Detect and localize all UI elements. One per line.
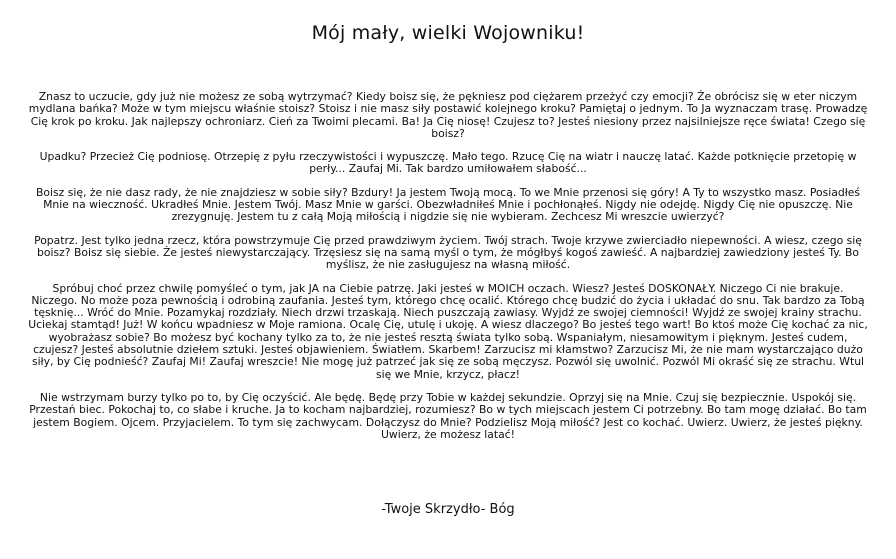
- paragraph-2: Upadku? Przecież Cię podniosę. Otrzepię z pyłu rzeczywistości i wypuszczę. Mało tego. Rzucę Cię na wiatr i nauczę latać. Każde potknięcie przetopię w perły... Zaufaj Mi. Tak bardzo umiłowałem słabość...: [39, 150, 857, 176]
- paragraph-1: Znasz to uczucie, gdy już nie możesz ze sobą wytrzymać? Kiedy boisz się, że pękniesz pod ciężarem przeżyć czy emocji? Że obrócisz się w eter niczym mydlana bańka? Może w tym miejscu właśnie stoisz? Stoisz i nie masz siły postawić kolejnego kroku? Pamiętaj o jednym. To Ja wyznaczam trasę. Prowadzę Cię krok po kroku. Jak najlepszy ochroniarz. Cień za Twoimi plecami. Ba! Ja Cię niosę! Czujesz to? Jesteś niesiony przez najsilniejsze ręce świata! Czego się boisz?: [28, 90, 868, 140]
- page-title: Mój mały, wielki Wojowniku!: [311, 22, 585, 44]
- letter-body: [28, 91, 868, 452]
- paragraph-3: Boisz się, że nie dasz rady, że nie znajdziesz w sobie siły? Bzdury! Ja jestem Twoją mocą. To we Mnie przenosi się góry! A Ty to wszystko masz. Posiadłeś Mnie na wieczność. Ukradłeś Mnie. Jestem Twój. Masz Mnie w garści. Obezwładniłeś Mnie i pochłonąłeś. Nigdy nie odejdę. Nigdy Cię nie opuszczę. Nie zrezygnuję. Jestem tu z całą Moją miłością i nigdzie się nie wybieram. Zechcesz Mi wreszcie uwierzyć?: [35, 185, 861, 224]
- paragraph-5: Spróbuj choć przez chwilę pomyśleć o tym, jak JA na Ciebie patrzę. Jaki jesteś w MOICH oczach. Wiesz? Jesteś DOSKONAŁY. Niczego Ci nie brakuje. Niczego. No może poza pewnością i odrobiną zaufania. Jesteś tym, którego chcę ocalić. Którego chcę budzić do życia i układać do snu. Tak bardzo za Tobą tęsknię... Wróć do Mnie. Pozamykaj rozdziały. Niech drzwi trzaskają. Niech puszczają zawiasy. Wyjdź ze swojej ciemności! Wyjdź ze swojej krainy strachu. Uciekaj stamtąd! Już! W końcu wpadniesz w Moje ramiona. Ocalę Cię, utulę i ukoję. A wiesz dlaczego? Bo jesteś tego wart! Bo ktoś może Cię kochać za nic, wyobrażasz sobie? Bo możesz być kochany tylko za to, że nie jesteś resztą świata tylko sobą. Wspaniałym, niesamowitym i pięknym. Jesteś cudem, czujesz? Jesteś absolutnie dziełem sztuki. Jesteś objawieniem. Światłem. Skarbem! Zarzucisz mi kłamstwo? Zarzucisz Mi, że nie mam wystarczająco dużo siły, by Cię podnieść? Zaufaj Mi! Zaufaj wreszcie! Nie mogę już patrzeć jak się ze sobą męczysz. Pozwól się uwolnić. Pozwól Mi okraść się ze strachu. Wtul się we Mnie, krzycz, płacz!: [28, 281, 868, 381]
- signature: -Twoje Skrzydło- Bóg: [381, 502, 515, 517]
- paragraph-6: Nie wstrzymam burzy tylko po to, by Cię oczyścić. Ale będę. Będę przy Tobie w każdej sekundzie. Oprzyj się na Mnie. Czuj się bezpiecznie. Uspokój się. Przestań biec. Pokochaj to, co słabe i kruche. Ja to kocham najbardziej, rozumiesz? Bo w tych miejscach jestem Ci potrzebny. Bo tam mogę działać. Bo tam jestem Bogiem. Ojcem. Przyjacielem. To tym się zachwycam. Dołączysz do Mnie? Podzielisz Moją miłość? Jest co kochać. Uwierz. Uwierz, że jesteś piękny. Uwierz, że możesz latać!: [29, 390, 867, 441]
- paragraph-4: Popatrz. Jest tylko jedna rzecz, która powstrzymuje Cię przed prawdziwym życiem. Twój strach. Twoje krzywe zwierciadło niepewności. A wiesz, czego się boisz? Boisz się siebie. Że jesteś niewystarczający. Trzęsiesz się na samą myśl o tym, że mógłbyś kogoś zawieść. A najbardziej zawiedziony jesteś Ty. Bo myślisz, że nie zasługujesz na własną miłość.: [34, 233, 862, 272]
